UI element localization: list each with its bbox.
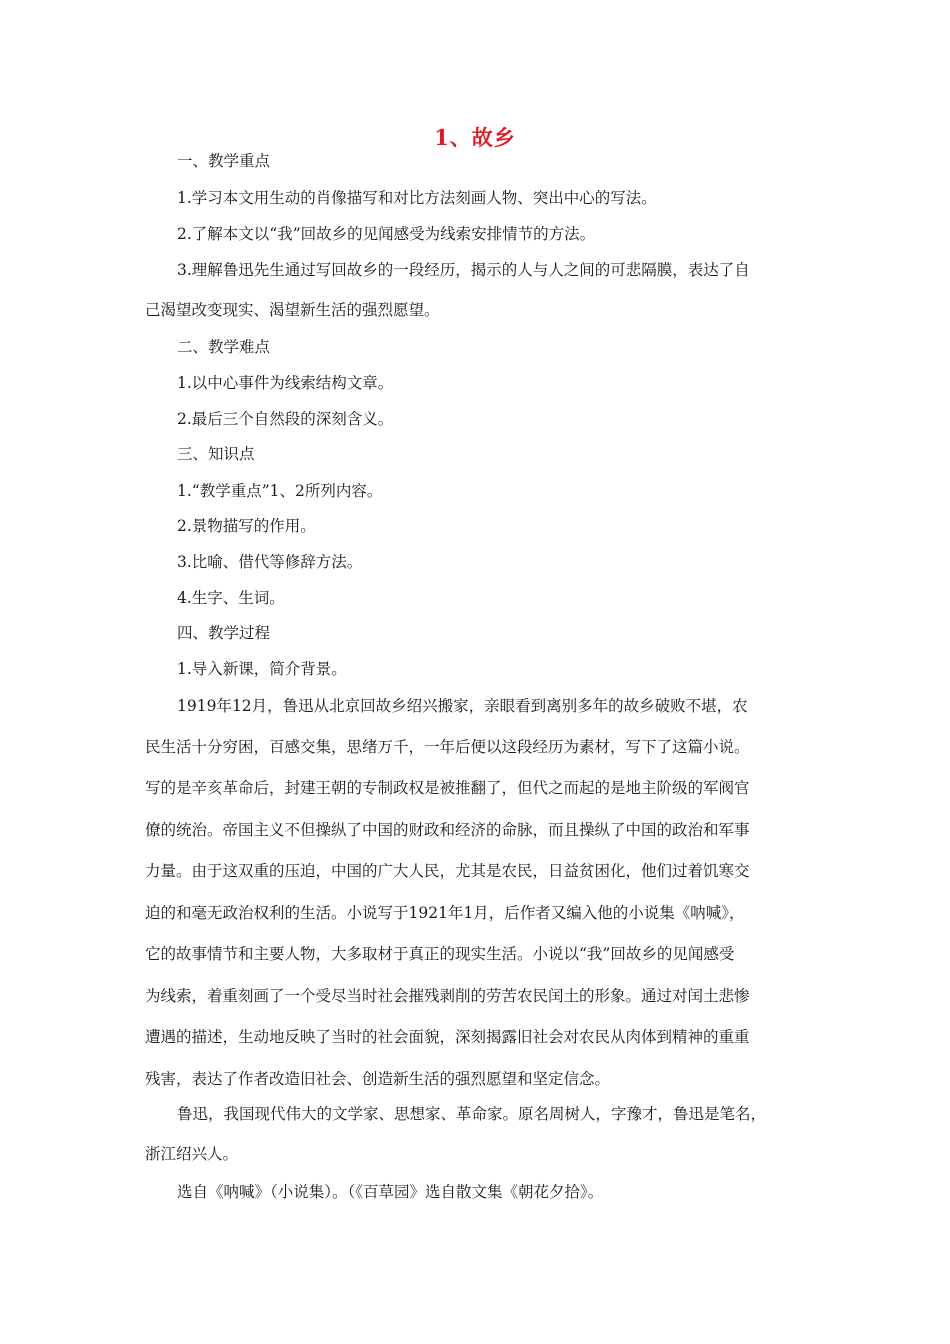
- section-heading-key-points: 一、教学重点: [177, 152, 271, 170]
- section-heading-process: 四、教学过程: [177, 624, 271, 642]
- background-paragraph-line: 遭遇的描述，生动地反映了当时的社会面貌，深刻揭露旧社会对农民从肉体到精神的重重: [145, 1028, 750, 1046]
- difficulty-2: 2.最后三个自然段的深刻含义。: [177, 410, 394, 428]
- key-point-3-continued: 己渴望改变现实、渴望新生活的强烈愿望。: [145, 301, 440, 319]
- background-paragraph-line: 迫的和毫无政治权利的生活。小说写于1921年1月，后作者又编入他的小说集《呐喊》，: [145, 904, 745, 922]
- page-title: 1、故乡: [434, 125, 516, 150]
- key-point-1: 1.学习本文用生动的肖像描写和对比方法刻画人物、突出中心的写法。: [177, 189, 657, 207]
- background-paragraph-line: 它的故事情节和主要人物，大多取材于真正的现实生活。小说以“我”回故乡的见闻感受: [145, 945, 735, 963]
- source-paragraph: 选自《呐喊》（小说集）。（《百草园》选自散文集《朝花夕拾》。: [177, 1183, 604, 1201]
- difficulty-1: 1.以中心事件为线索结构文章。: [177, 374, 394, 392]
- author-paragraph-line: 浙江绍兴人。: [145, 1145, 239, 1163]
- key-point-3: 3.理解鲁迅先生通过写回故乡的一段经历，揭示的人与人之间的可悲隔膜，表达了自: [177, 261, 750, 279]
- background-paragraph-line: 力量。由于这双重的压迫，中国的广大人民，尤其是农民，日益贫困化，他们过着饥寒交: [145, 862, 750, 880]
- background-paragraph-line: 为线索，着重刻画了一个受尽当时社会摧残剥削的劳苦农民闰土的形象。通过对闰土悲惨: [145, 987, 750, 1005]
- section-heading-knowledge: 三、知识点: [177, 445, 255, 463]
- background-paragraph-line: 僚的统治。帝国主义不但操纵了中国的财政和经济的命脉，而且操纵了中国的政治和军事: [145, 821, 750, 839]
- background-paragraph-line: 民生活十分穷困，百感交集，思绪万千，一年后便以这段经历为素材，写下了这篇小说。: [145, 738, 750, 756]
- process-step-1: 1.导入新课，简介背景。: [177, 660, 347, 678]
- key-point-2: 2.了解本文以“我”回故乡的见闻感受为线索安排情节的方法。: [177, 225, 596, 243]
- knowledge-2: 2.景物描写的作用。: [177, 517, 316, 535]
- background-paragraph-line: 残害，表达了作者改造旧社会、创造新生活的强烈愿望和坚定信念。: [145, 1070, 611, 1088]
- knowledge-3: 3.比喻、借代等修辞方法。: [177, 553, 363, 571]
- knowledge-4: 4.生字、生词。: [177, 589, 285, 607]
- knowledge-1: 1.“教学重点”1、2所列内容。: [177, 482, 383, 500]
- background-paragraph-line: 写的是辛亥革命后，封建王朝的专制政权是被推翻了，但代之而起的是地主阶级的军阀官: [145, 779, 750, 797]
- background-paragraph-line: 1919年12月，鲁迅从北京回故乡绍兴搬家，亲眼看到离别多年的故乡破败不堪，农: [177, 697, 748, 715]
- author-paragraph-line: 鲁迅，我国现代伟大的文学家、思想家、革命家。原名周树人，字豫才，鲁迅是笔名，: [177, 1105, 767, 1123]
- section-heading-difficulties: 二、教学难点: [177, 338, 271, 356]
